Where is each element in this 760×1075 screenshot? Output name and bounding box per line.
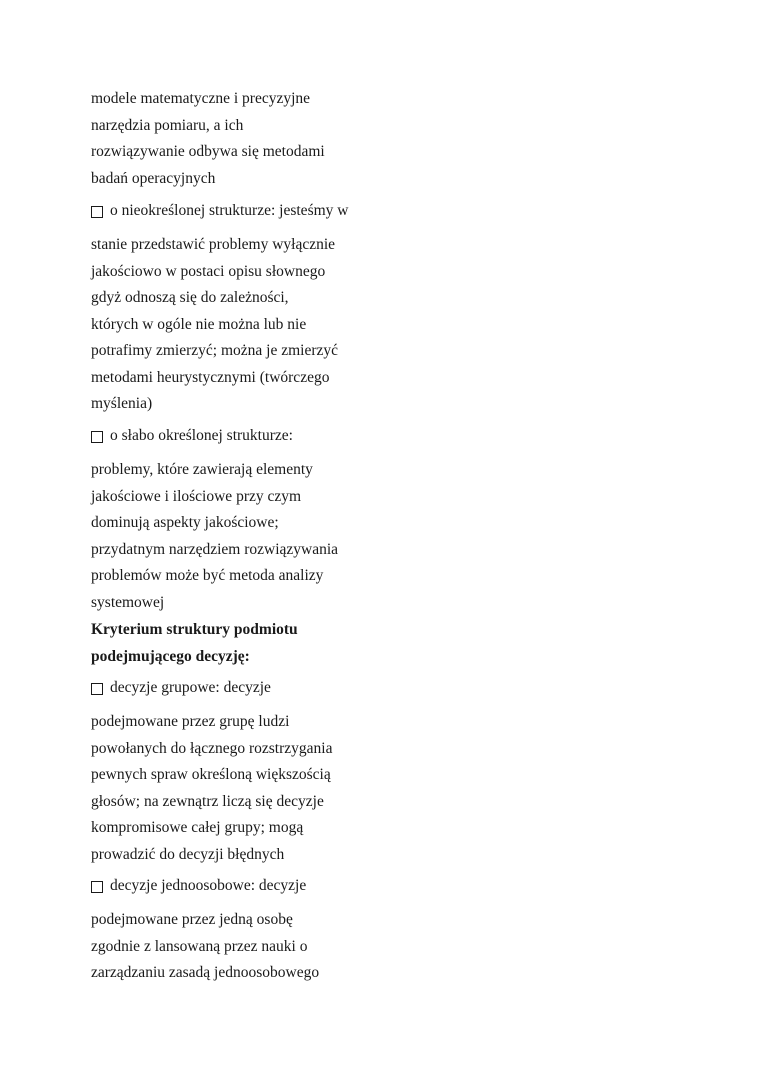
bullet-group-decisions — [91, 675, 271, 702]
text-line: modele matematyczne i precyzyjne — [91, 90, 311, 107]
paragraph-undefined-structure — [91, 232, 391, 418]
paragraph-individual-decisions — [91, 907, 391, 987]
text-line: badań operacyjnych — [91, 169, 216, 187]
paragraph-weak-structure — [91, 457, 391, 616]
text-line: stanie przedstawić problemy wyłącznie — [91, 236, 336, 253]
heading-line: podejmującego decyzję: — [91, 647, 250, 665]
text-line: których w ogóle nie można lub nie — [91, 315, 307, 333]
text-line: rozwiązywanie odbywa się metodami — [91, 143, 325, 160]
text-line: głosów; na zewnątrz liczą się decyzje — [91, 792, 324, 810]
bullet-text: decyzje jednoosobowe: decyzje — [110, 877, 307, 894]
checkbox-square-icon — [91, 206, 103, 218]
text-line: myślenia) — [91, 395, 153, 412]
paragraph-group-decisions — [91, 709, 391, 868]
text-line: zarządzaniu zasadą jednoosobowego — [91, 964, 320, 981]
bullet-weak-structure — [91, 423, 293, 450]
text-line: zgodnie z lansowaną przez nauki o — [91, 937, 308, 955]
section-heading — [91, 617, 391, 670]
text-line: dominują aspekty jakościowe; — [91, 514, 279, 531]
checkbox-square-icon — [91, 431, 103, 443]
text-line: narzędzia pomiaru, a ich — [91, 116, 244, 134]
checkbox-square-icon — [91, 683, 103, 695]
text-line: potrafimy zmierzyć; można je zmierzyć — [91, 342, 339, 359]
text-line: systemowej — [91, 593, 165, 611]
text-line: prowadzić do decyzji błędnych — [91, 845, 285, 863]
text-line: jakościowo w postaci opisu słownego — [91, 262, 326, 280]
bullet-text: o słabo określonej strukturze: — [110, 427, 293, 444]
text-line: gdyż odnoszą się do zależności, — [91, 289, 289, 306]
text-line: jakościowe i ilościowe przy czym — [91, 487, 302, 505]
text-line: podejmowane przez jedną osobę — [91, 911, 293, 928]
bullet-text: o nieokreślonej strukturze: jesteśmy w — [110, 202, 349, 219]
heading-line: Kryterium struktury podmiotu — [91, 621, 298, 638]
bullet-individual-decisions — [91, 873, 306, 900]
text-line: problemy, które zawierają elementy — [91, 461, 313, 478]
bullet-text: decyzje grupowe: decyzje — [110, 679, 271, 696]
text-line: przydatnym narzędziem rozwiązywania — [91, 540, 339, 558]
bullet-undefined-structure — [91, 198, 348, 225]
text-line: podejmowane przez grupę ludzi — [91, 713, 290, 730]
checkbox-square-icon — [91, 881, 103, 893]
paragraph-quantitative-methods — [91, 86, 391, 192]
text-line: pewnych spraw określoną większością — [91, 766, 331, 783]
text-line: kompromisowe całej grupy; mogą — [91, 819, 304, 836]
text-line: metodami heurystycznymi (twórczego — [91, 368, 330, 386]
text-line: problemów może być metoda analizy — [91, 567, 324, 584]
text-line: powołanych do łącznego rozstrzygania — [91, 739, 333, 757]
